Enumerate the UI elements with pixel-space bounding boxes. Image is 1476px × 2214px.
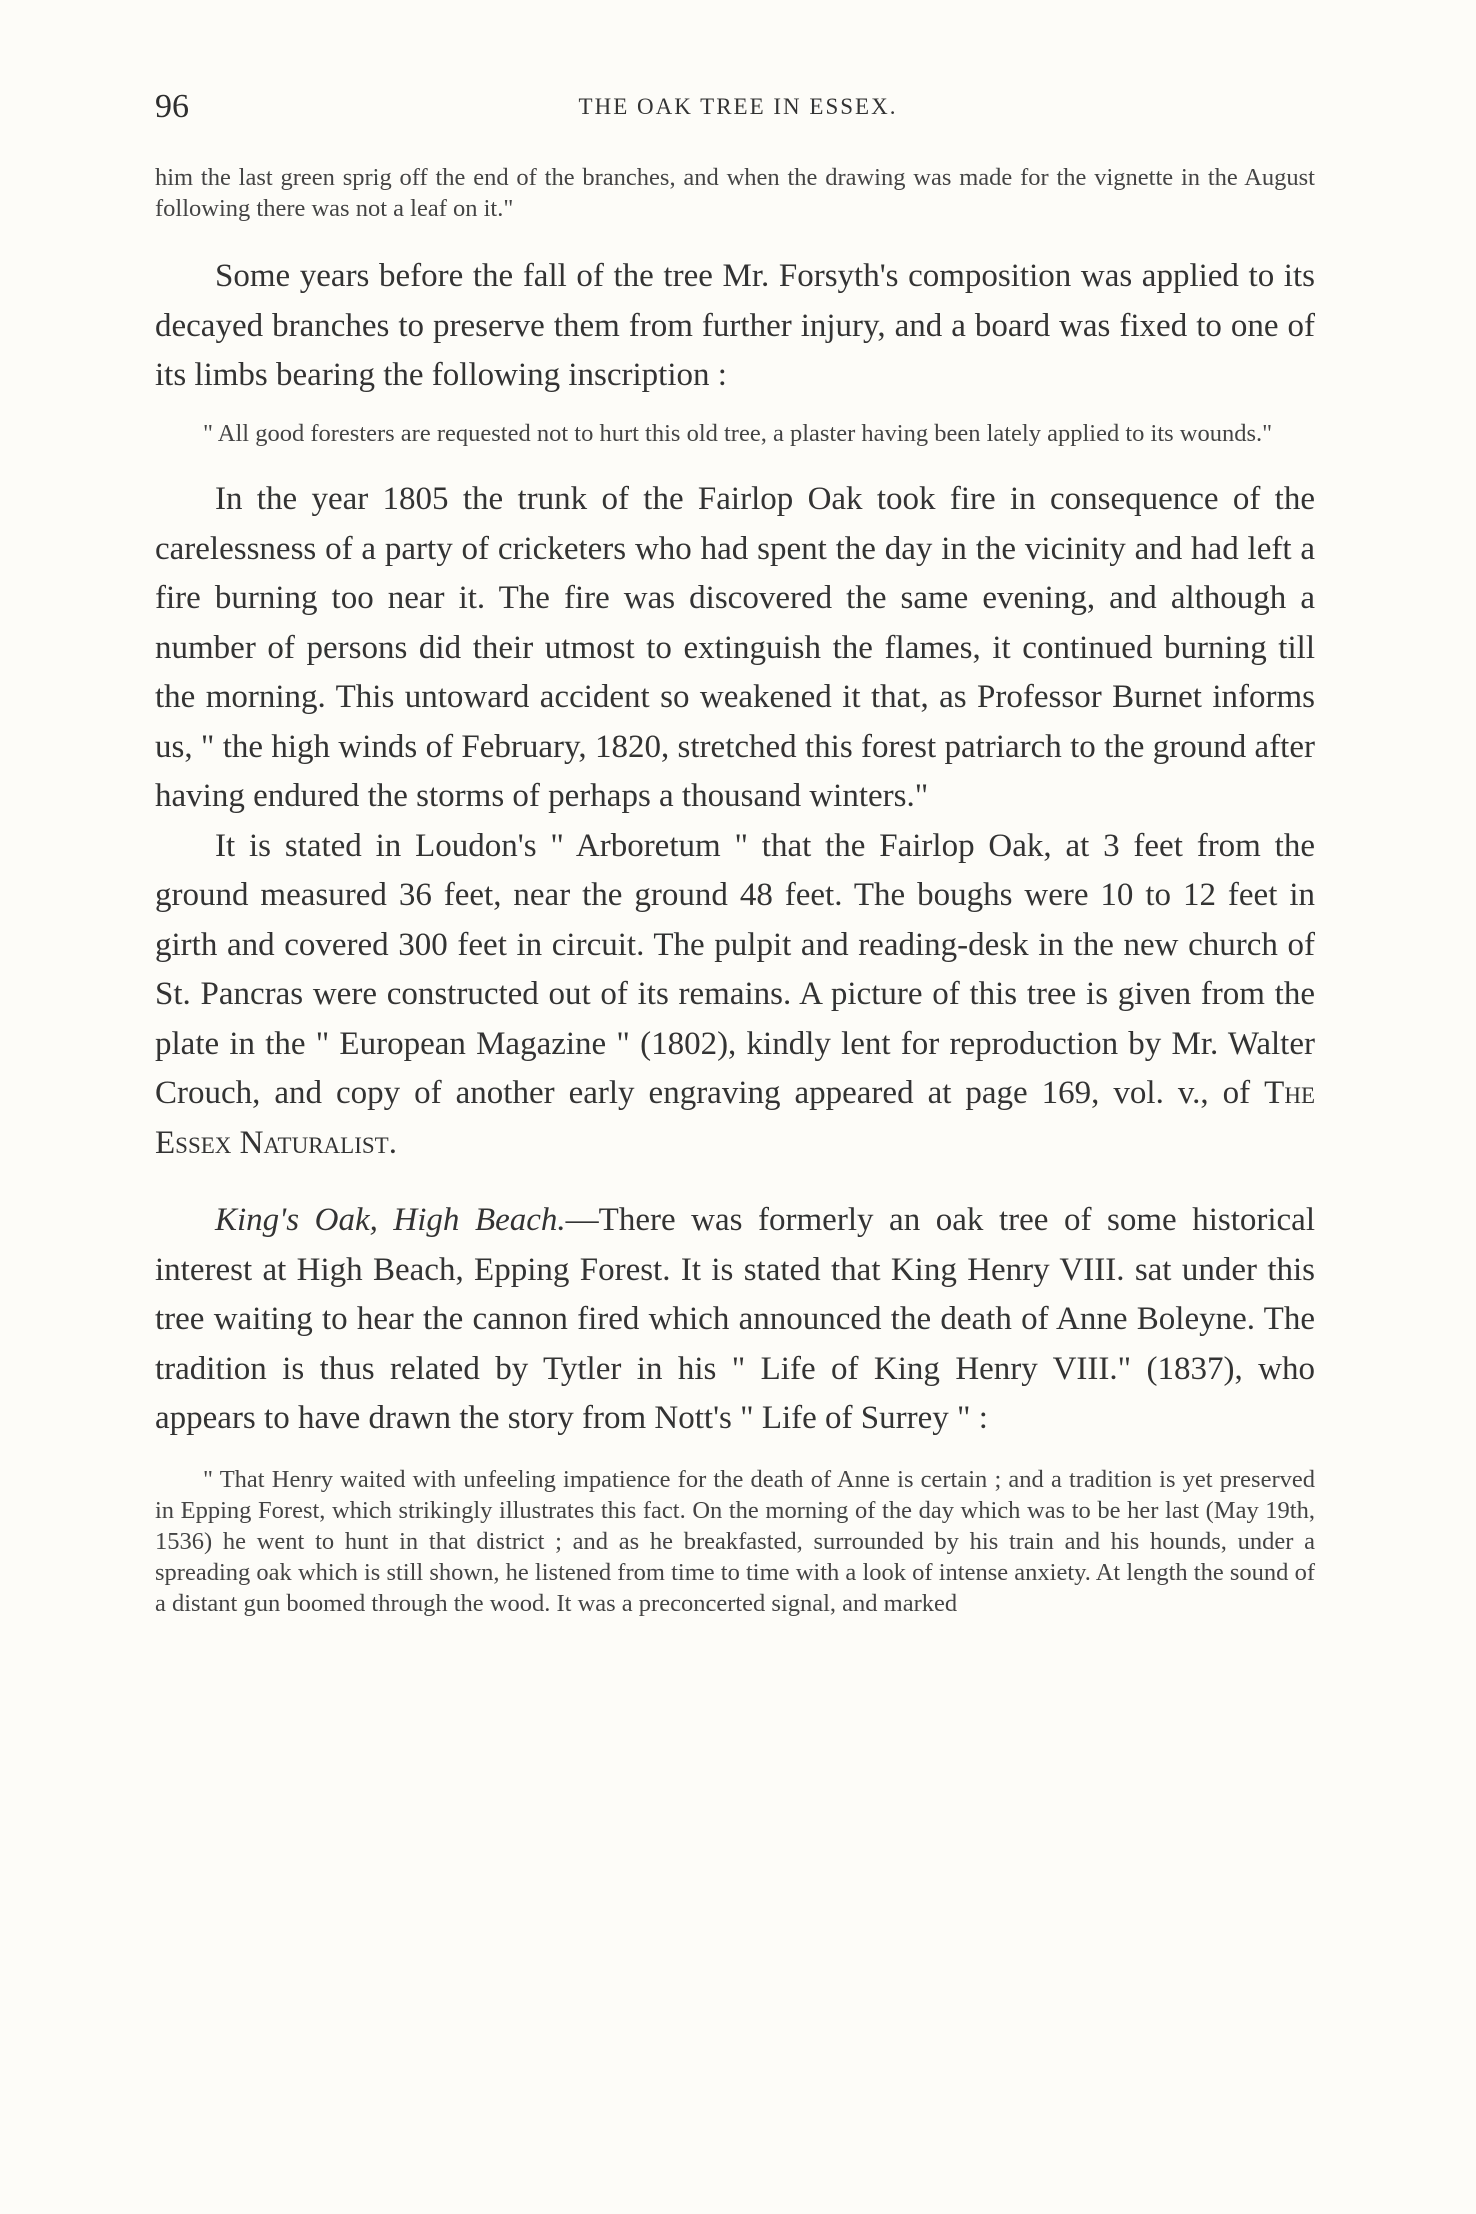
kings-oak-text: —There was formerly an oak tree of some historical interest at High Beach, Epping Forest. It is stated that King Henry VIII. sat under this tree waiting to hear the cannon fired which announced the death of Anne Boleyne. The tradition is thus related by Tytler in his " Life of King Henry VIII." (1837), who appears to have drawn the story from Nott's " Life of Surrey " :	[155, 1202, 1315, 1436]
loudon-text: It is stated in Loudon's " Arboretum " that the Fairlop Oak, at 3 feet from the ground measured 36 feet, near the ground 48 feet. The boughs were 10 to 12 feet in girth and covered 300 feet in circuit. The pulpit and reading-desk in the new church of St. Pancras were constructed out of its remains. A picture of this tree is given from the plate in the " European Magazine " (1802), kindly lent for reproduction by Mr. Walter Crouch, and copy of another early engraving appeared at page 169, vol. v., of	[155, 827, 1315, 1111]
paragraph-forsyth: Some years before the fall of the tree Mr. Forsyth's composition was applied to its decayed branches to preserve them from further injury, and a board was fixed to one of its limbs bearing the following inscription :	[155, 258, 1315, 393]
quote-inscription	[155, 419, 1315, 450]
page-body	[155, 163, 1315, 1619]
journal-title: The Essex Naturalist.	[155, 1075, 1315, 1161]
section-heading-kings-oak: King's Oak, High Beach.	[215, 1202, 566, 1238]
quote-continuation: him the last green sprig off the end of the branches, and when the drawing was made for the vignette in the August following there was not a leaf on it."	[155, 164, 1315, 222]
paragraph-loudon	[155, 822, 1315, 1169]
quote-tytler	[155, 1464, 1315, 1619]
running-title: THE OAK TREE IN ESSEX.	[578, 94, 898, 119]
page-number: 96	[155, 88, 189, 125]
paragraph-kings-oak	[155, 1196, 1315, 1444]
inscription-text: " All good foresters are requested not to hurt this old tree, a plaster having been lately applied to its wounds."	[203, 419, 1273, 447]
page-header	[0, 88, 1476, 128]
tytler-quote-text: " That Henry waited with unfeeling impatience for the death of Anne is certain ; and a tradition is yet preserved in Epping Forest, which strikingly illustrates this fact. On the morning of the day which was to be her last (May 19th, 1536) he went to hunt in that district ; and as he breakfasted, surrounded by his train and his hounds, under a spreading oak which is still shown, he listened from time to time with a look of intense anxiety. At length the sound of a distant gun boomed through the wood. It was a preconcerted signal, and marked	[155, 1465, 1315, 1617]
paragraph-fire: In the year 1805 the trunk of the Fairlop Oak took fire in consequence of the carelessness of a party of cricketers who had spent the day in the vicinity and had left a fire burning too near it. The fire was discovered the same evening, and although a number of persons did their utmost to extinguish the flames, it continued burning till the morning. This untoward accident so weakened it that, as Professor Burnet informs us, " the high winds of February, 1820, stretched this forest patriarch to the ground after having endured the storms of perhaps a thousand winters."	[155, 481, 1315, 814]
